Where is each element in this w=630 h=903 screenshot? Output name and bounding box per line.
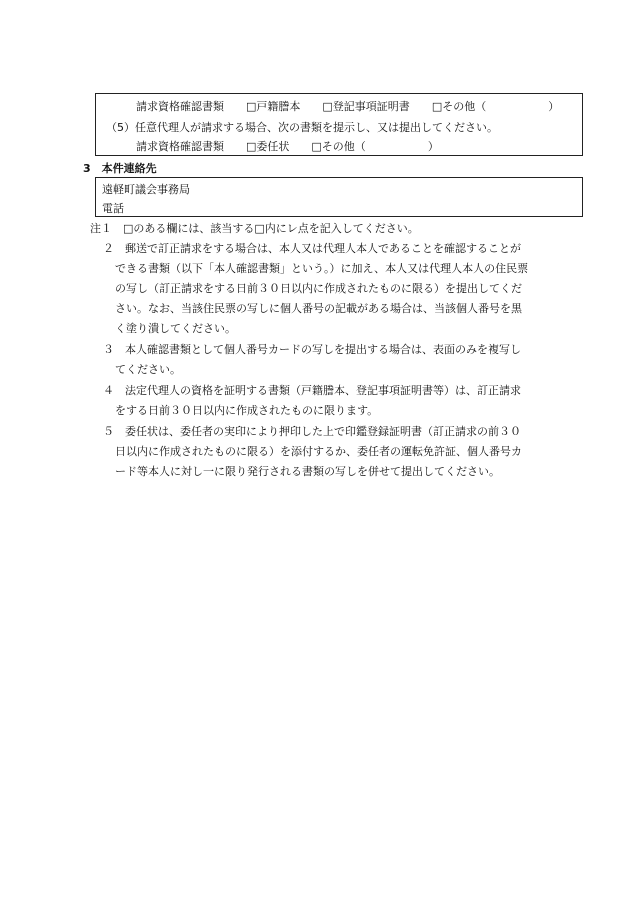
qualification-docs-row <box>136 98 559 114</box>
note-2-line-1: ２ 郵送で訂正請求をする場合は、本人又は代理人本人であることを確認することが <box>103 242 521 255</box>
note-5-line-2: 日以内に作成されたものに限る）を添付するか、委任者の運転免許証、個人番号カ <box>115 445 522 458</box>
note-5-line-3: ード等本人に対し一に限り発行される書類の写しを併せて提出してください。 <box>115 465 500 478</box>
note-2-line-2: できる書類（以下「本人確認書類」という。）に加え、本人又は代理人本人の住民票 <box>115 262 529 275</box>
note-5-line-1: ５ 委任状は、委任者の実印により押印した上で印鑑登録証明書（訂正請求の前３０ <box>103 425 521 438</box>
checkbox-agent-other[interactable]: □その他（ <box>311 140 366 153</box>
note-2-line-3: の写し（訂正請求をする日前３０日以内に作成されたものに限る）を提出してくだ <box>115 282 522 295</box>
contact-office: 遠軽町議会事務局 <box>102 183 190 196</box>
note-4-line-1: ４ 法定代理人の資格を証明する書類（戸籍謄本、登記事項証明書等）は、訂正請求 <box>103 384 521 397</box>
contact-box <box>95 177 583 217</box>
request-documents-box <box>95 93 583 156</box>
checkbox-other[interactable]: □その他（ <box>431 100 487 113</box>
contact-phone: 電話 <box>102 202 124 215</box>
note-3-line-1: ３ 本人確認書類として個人番号カードの写しを提出する場合は、表面のみを複写し <box>103 343 521 356</box>
agent-qualification-docs-row <box>136 138 439 154</box>
voluntary-agent-instruction: （5）任意代理人が請求する場合、次の書類を提示し、又は提出してください。 <box>106 121 498 134</box>
note-2-line-5: く塗り潰してください。 <box>115 322 236 335</box>
checkbox-family-register[interactable]: □戸籍謄本 <box>246 100 301 113</box>
checkbox-power-of-attorney[interactable]: □委任状 <box>246 140 290 153</box>
checkbox-registry-certificate[interactable]: □登記事項証明書 <box>322 100 410 113</box>
agent-other-close-paren: ） <box>427 140 439 153</box>
note-4-line-2: をする日前３０日以内に作成されたものに限ります。 <box>115 404 379 417</box>
agent-qualification-docs-label: 請求資格確認書類 <box>136 140 224 153</box>
contact-heading: 3 本件連絡先 <box>83 162 157 175</box>
other-close-paren: ） <box>548 100 560 113</box>
note-2-line-4: さい。なお、当該住民票の写しに個人番号の記載がある場合は、当該個人番号を黒 <box>115 302 522 315</box>
note-3-line-2: てください。 <box>115 363 181 376</box>
note-1: 注１ □のある欄には、該当する□内にレ点を記入してください。 <box>90 222 419 235</box>
qualification-docs-label: 請求資格確認書類 <box>136 100 224 113</box>
